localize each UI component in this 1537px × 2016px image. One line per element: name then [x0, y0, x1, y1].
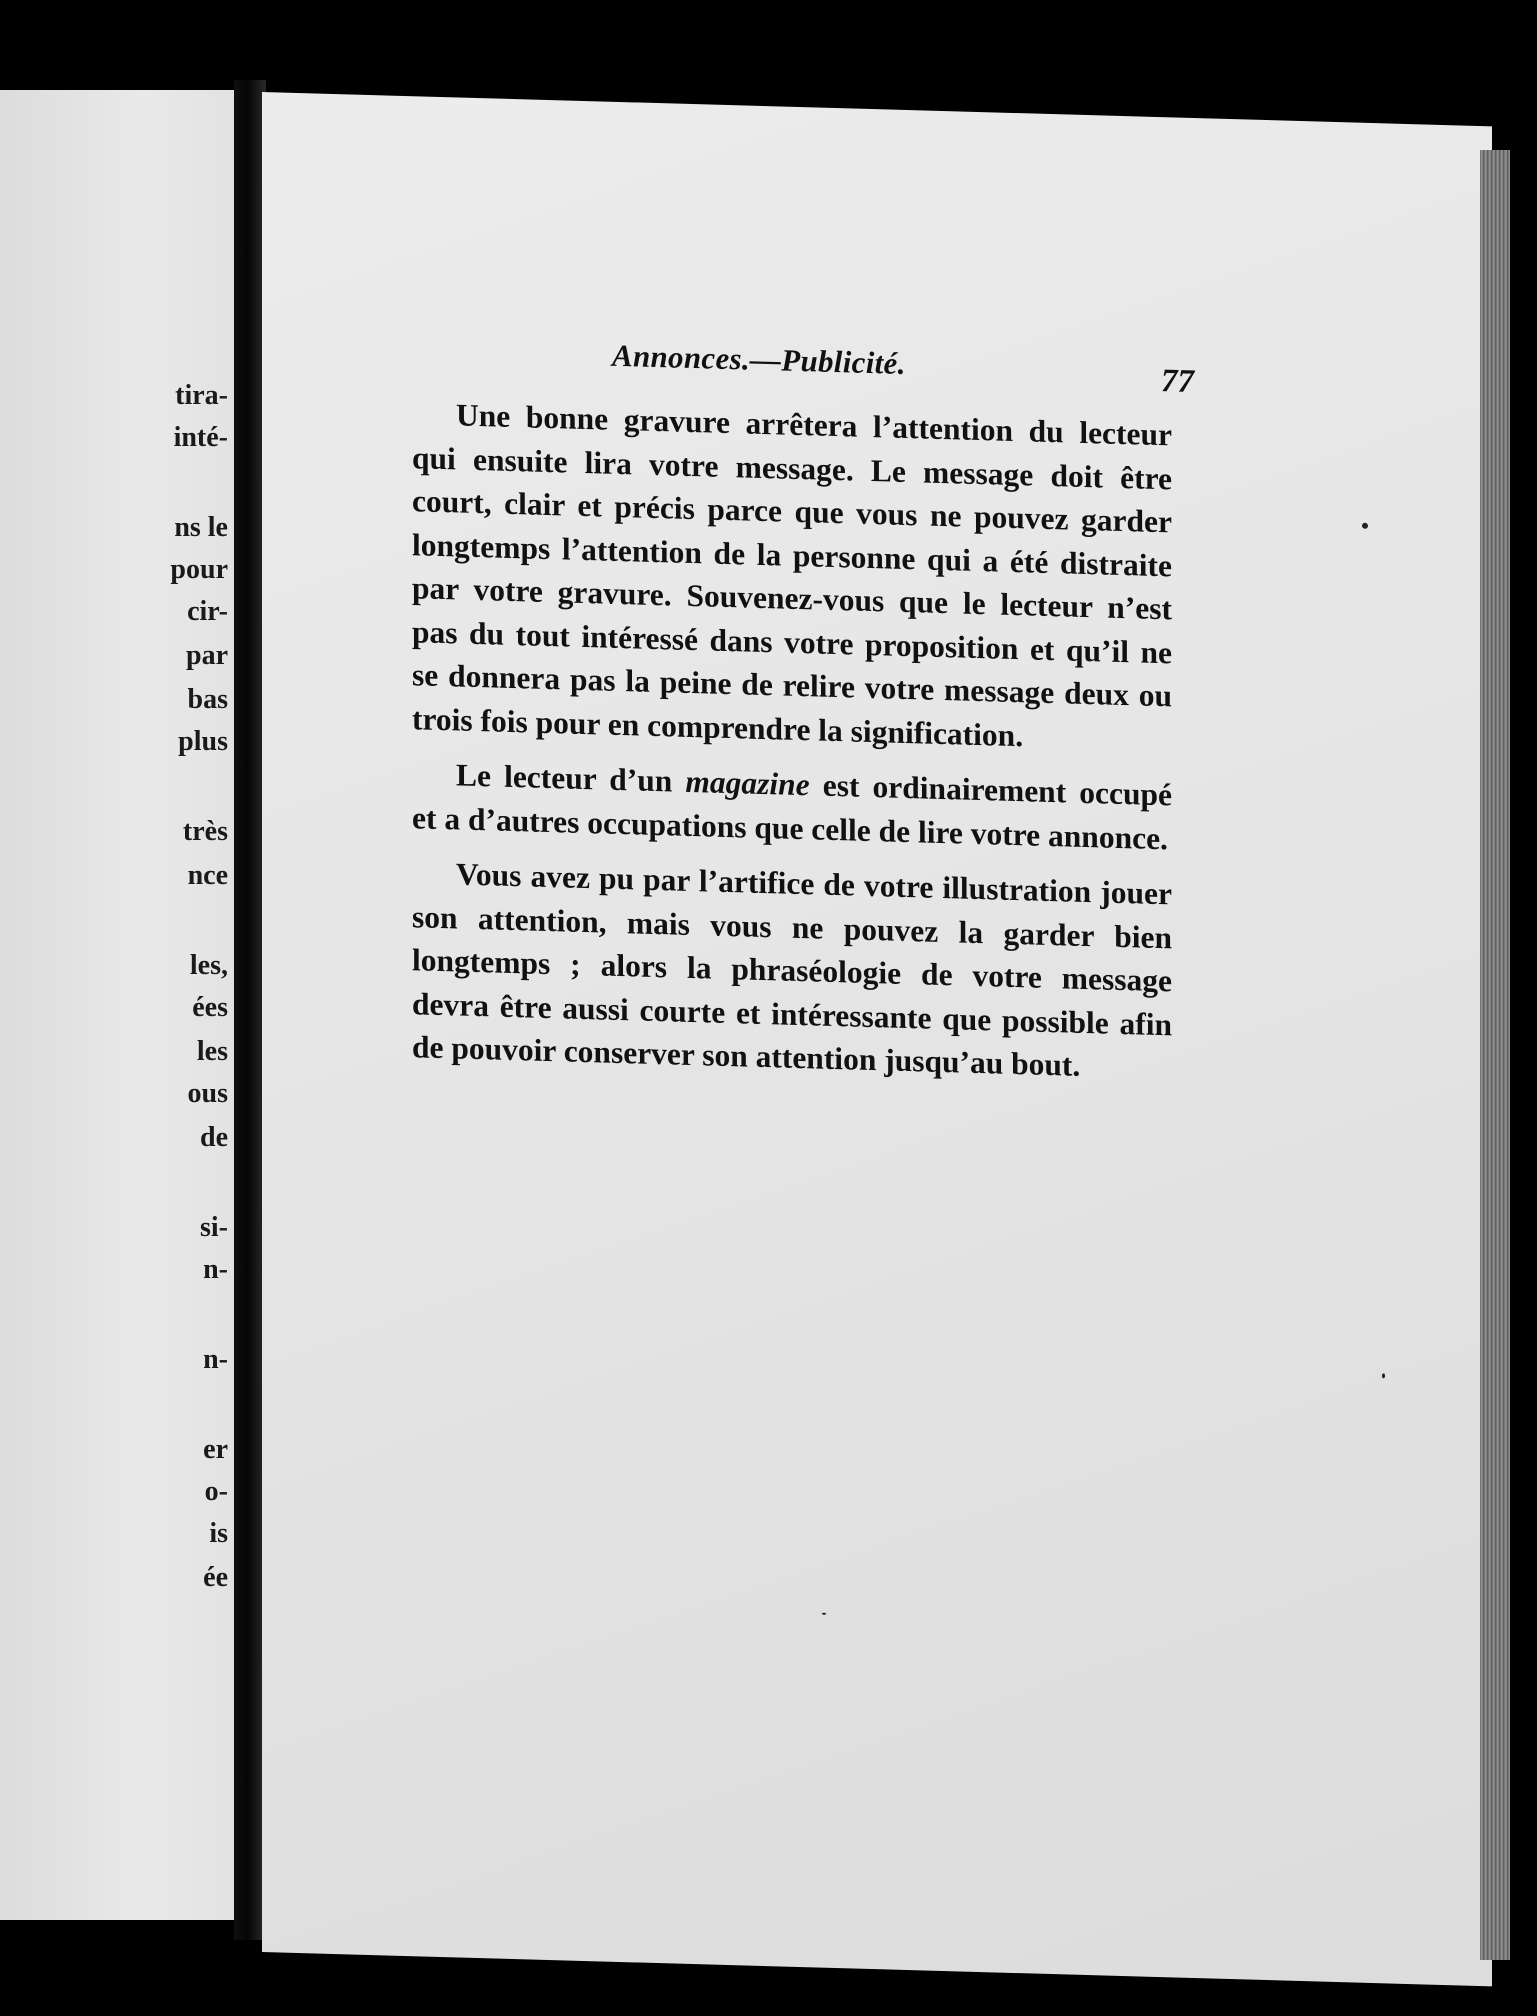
left-line-fragment: tira-: [175, 380, 228, 411]
left-line-fragment: ée: [203, 1562, 228, 1593]
left-line-fragment: par: [186, 640, 228, 671]
paper-speck: [1362, 523, 1368, 529]
paragraph: [412, 392, 1172, 761]
left-line-fragment: bas: [187, 684, 228, 715]
paper-speck: [822, 1613, 826, 1615]
paragraph-text: Vous avez pu par l’artifice de votre illustration jouer son attention, mais vous ne pouvez la garder bien longtemps ; alors la phraséologie de votre message devra être aussi courte et intéressante que possible afin de pouvoir conserver son attention jusqu’au bout.: [412, 856, 1172, 1083]
left-line-fragment: nce: [187, 860, 228, 891]
left-line-fragment: pour: [170, 554, 228, 585]
emphasized-word: magazine: [685, 763, 810, 803]
left-line-fragment: de: [200, 1122, 228, 1153]
left-line-fragment: inté-: [173, 422, 228, 453]
page-edge: [1480, 150, 1510, 1960]
left-line-fragment: les,: [189, 950, 228, 981]
left-line-fragment: cir-: [187, 596, 228, 627]
paragraph: [412, 752, 1172, 860]
left-line-fragment: n-: [203, 1254, 228, 1285]
paragraph: [412, 851, 1172, 1090]
left-line-fragment: si-: [200, 1212, 228, 1243]
left-line-fragment: ous: [187, 1078, 228, 1109]
page-number: 77: [1161, 363, 1194, 401]
right-page: [262, 92, 1492, 1986]
left-line-fragment: o-: [204, 1476, 228, 1507]
paper-speck: [1382, 1373, 1385, 1378]
left-line-fragment: les: [196, 1036, 228, 1067]
left-line-fragment: ées: [192, 992, 228, 1023]
left-line-fragment: plus: [178, 726, 228, 757]
paragraph-text: Le lecteur d’un: [456, 757, 686, 799]
left-line-fragment: er: [203, 1434, 228, 1465]
left-line-fragment: très: [182, 816, 228, 847]
running-head-title: Annonces.—Publicité.: [612, 337, 906, 381]
left-line-fragment: n-: [203, 1344, 228, 1375]
left-line-fragment: ns le: [174, 512, 228, 543]
left-line-fragment: is: [209, 1518, 228, 1549]
paragraph-text: Une bonne gravure arrêtera l’attention du lecteur qui ensuite lira votre message. Le message doit être court, clair et précis parce que vous ne pouvez garder longtemps l’attention de la personne qui a été distraite par votre gravure. Souvenez-vous que le lecteur n’est pas du tout intéressé dans votre proposition et qu’il ne se donnera pas la peine de relire votre message deux ou trois fois pour en comprendre la signification.: [412, 397, 1172, 753]
paragraph-text: est ordinairement occupé et a d’autres occupations que celle de lire votre annonce.: [412, 767, 1172, 856]
page-text-block: [412, 332, 1194, 1102]
left-page: [0, 90, 240, 1920]
